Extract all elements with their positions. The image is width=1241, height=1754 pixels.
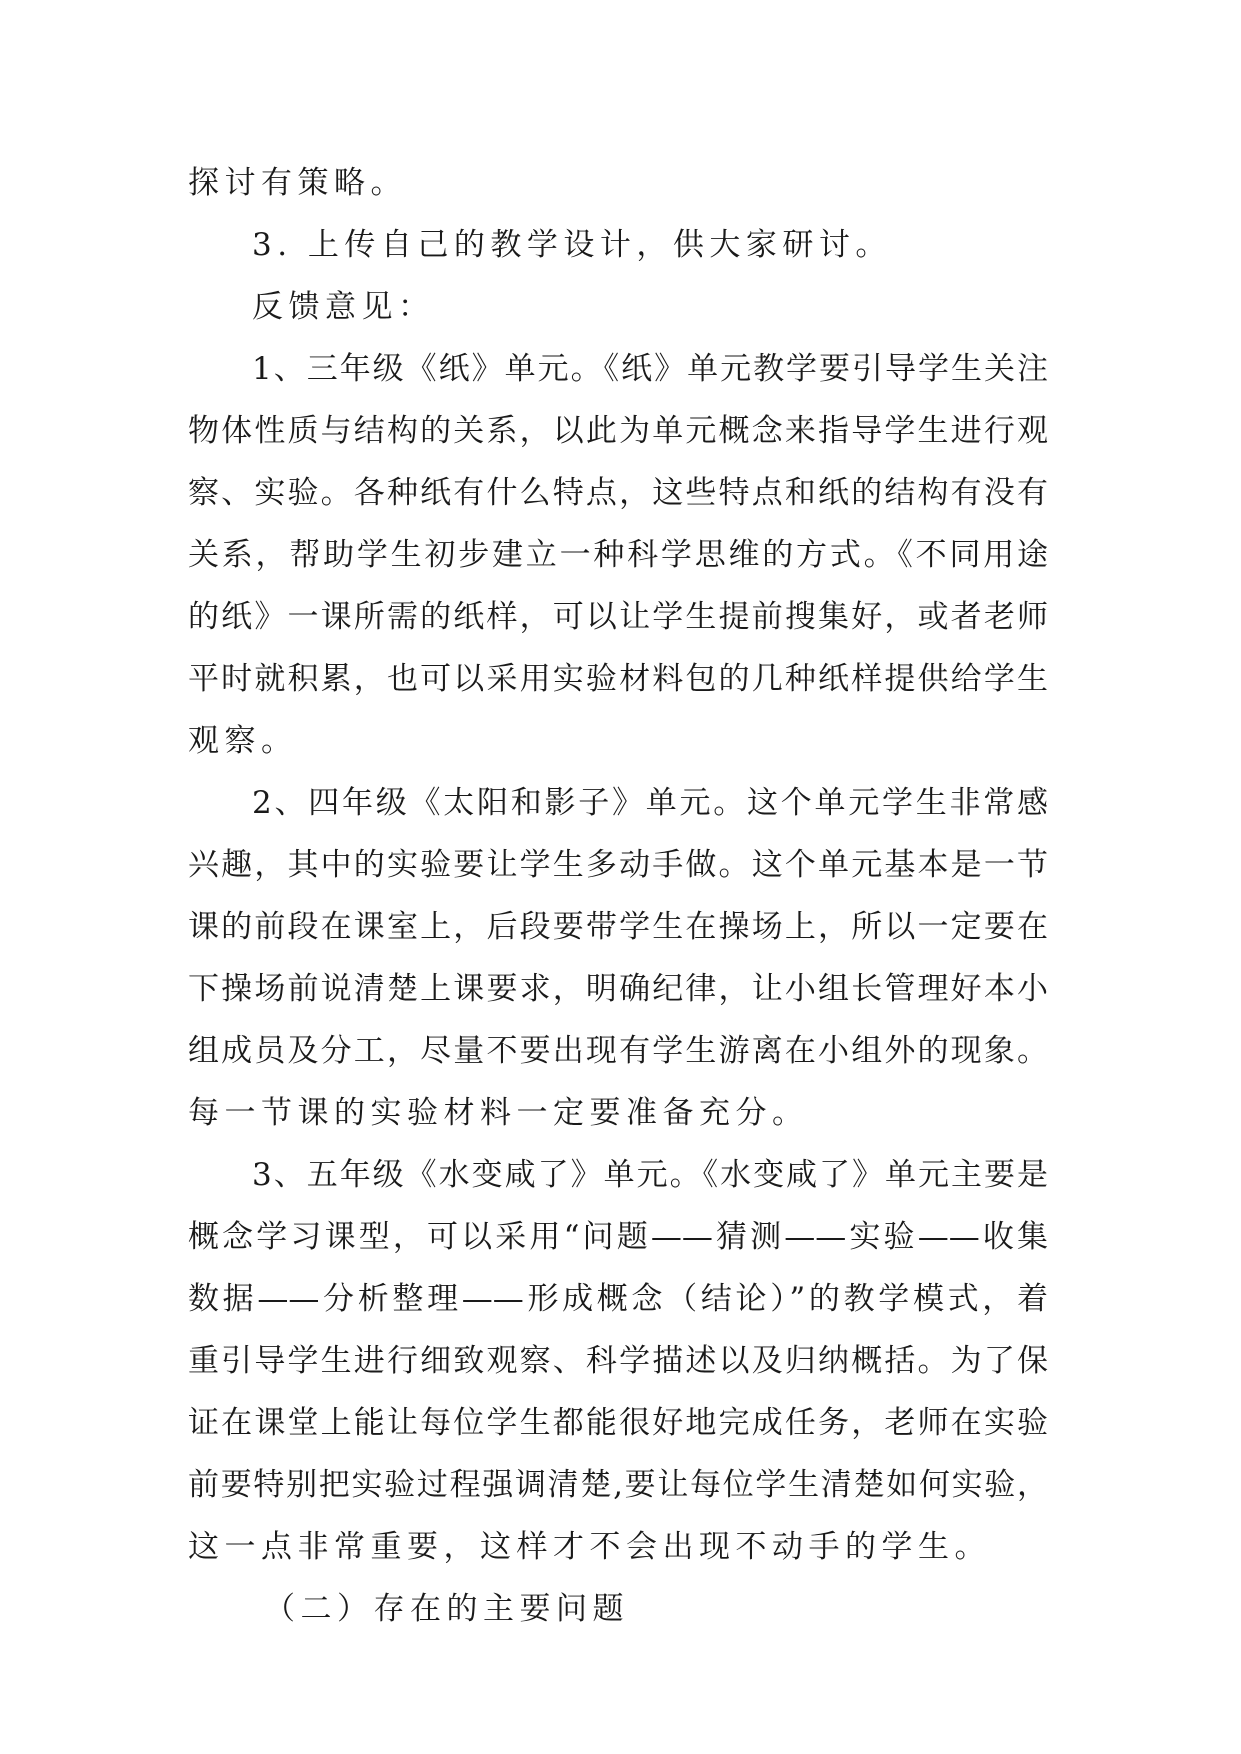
- text-line: 的纸》一课所需的纸样，可以让学生提前搜集好，或者老师: [188, 599, 1048, 635]
- text-line: 物体性质与结构的关系，以此为单元概念来指导学生进行观: [188, 413, 1048, 449]
- text-line: 这一点非常重要，这样才不会出现不动手的学生。: [188, 1529, 991, 1565]
- text-line: 关系，帮助学生初步建立一种科学思维的方式。《不同用途: [188, 537, 1048, 573]
- text-line: 探讨有策略。: [188, 165, 407, 201]
- text-line: 3. 上传自己的教学设计，供大家研讨。: [252, 227, 892, 263]
- text-line: 3、五年级《水变咸了》单元。《水变咸了》单元主要是: [252, 1157, 1048, 1193]
- text-line: 观察。: [188, 723, 298, 759]
- text-line: 组成员及分工，尽量不要出现有学生游离在小组外的现象。: [188, 1033, 1048, 1069]
- document-page: [188, 152, 1048, 1640]
- text-line: 证在课堂上能让每位学生都能很好地完成任务，老师在实验: [188, 1405, 1048, 1441]
- text-line: 概念学习课型，可以采用“问题——猜测——实验——收集: [188, 1219, 1048, 1255]
- text-line: 1、三年级《纸》单元。《纸》单元教学要引导学生关注: [252, 351, 1048, 387]
- text-line: 平时就积累，也可以采用实验材料包的几种纸样提供给学生: [188, 661, 1048, 697]
- text-line: 下操场前说清楚上课要求，明确纪律，让小组长管理好本小: [188, 971, 1048, 1007]
- text-line: 每一节课的实验材料一定要准备充分。: [188, 1095, 809, 1131]
- text-line: 兴趣，其中的实验要让学生多动手做。这个单元基本是一节: [188, 847, 1048, 883]
- text-line: 课的前段在课室上，后段要带学生在操场上，所以一定要在: [188, 909, 1048, 945]
- section-heading: （二）存在的主要问题: [264, 1591, 629, 1627]
- text-line: 察、实验。各种纸有什么特点，这些特点和纸的结构有没有: [188, 475, 1048, 511]
- text-line: 数据——分析整理——形成概念（结论）”的教学模式，着: [188, 1281, 1048, 1317]
- text-line: 前要特别把实验过程强调清楚,要让每位学生清楚如何实验，: [188, 1467, 1048, 1503]
- text-line: 反馈意见：: [252, 289, 435, 325]
- text-line: 2、四年级《太阳和影子》单元。这个单元学生非常感: [252, 785, 1048, 821]
- text-line: 重引导学生进行细致观察、科学描述以及归纳概括。为了保: [188, 1343, 1048, 1379]
